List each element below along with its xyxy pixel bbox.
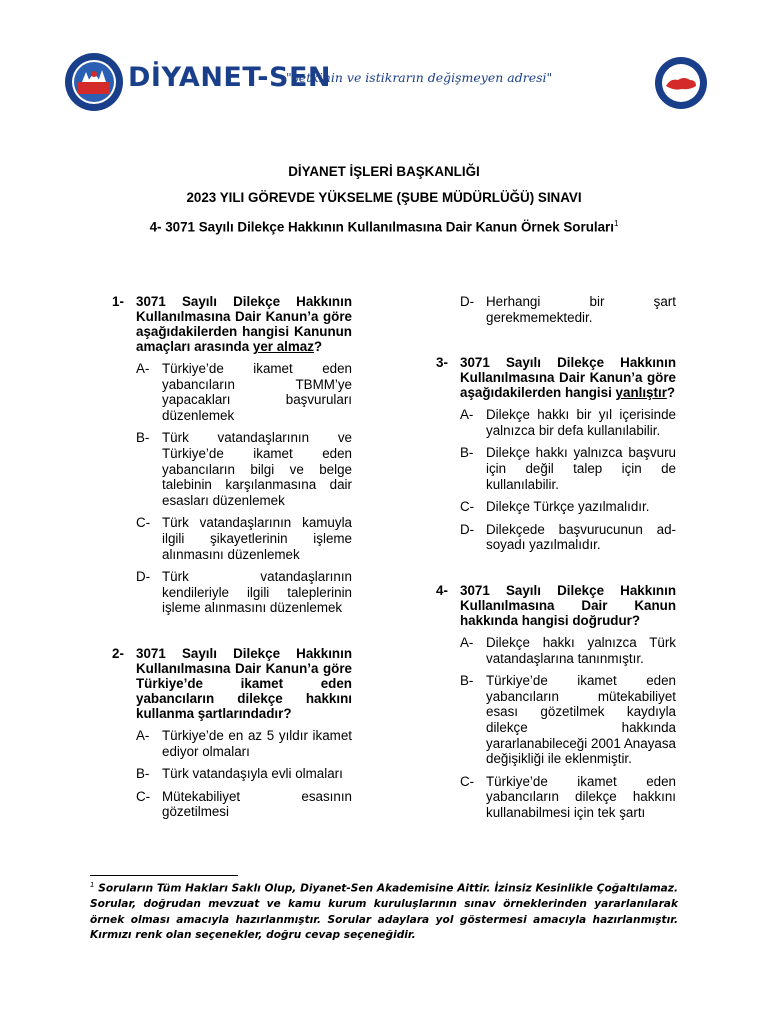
footnote-divider bbox=[90, 875, 238, 876]
option-c: C- Mütekabiliyet esasının gözetilmesi bbox=[136, 788, 352, 820]
brand-name: DİYANET-SEN bbox=[128, 62, 332, 93]
option-d: D- Türk vatandaşlarının kendileriyle ilgili taleplerinin işleme alınmasını düzenlemek bbox=[136, 569, 352, 616]
footnote-text: Soruların Tüm Hakları Saklı Olup, Diyanet-Sen Akademisine Aittir. İzinsiz Kesinlikle Çoğaltılamaz. Sorular, doğrudan mevzuat ve kamu kurum kuruluşlarının sınav örneklerinden yararlanılarak örnek olması amacıyla hazırlanmıştır. Sorular adaylara yol göstermesi amacıyla hazırlanmıştır. Kırmızı renk olan seçenekler, doğru cevap seçeneğidir. bbox=[90, 882, 678, 942]
option-b: B- Türkiye’de ikamet eden yabancıların mütekabiliyet esası gözetilmek kaydıyla dilekçe hakkında yararlanabileceği 2001 Anayasa değişikliği ile eklenmiştir. bbox=[460, 673, 676, 767]
option-a: A- Dilekçe hakkı bir yıl içerisinde yalnızca bir defa kullanılabilir. bbox=[460, 407, 676, 438]
letterhead bbox=[64, 52, 714, 112]
option-b: B- Türk vatandaşlarının ve Türkiye’de ikamet eden yabancıların bilgi ve belge talebinin karşılanmasına dair esasları düzenlemek bbox=[136, 430, 352, 508]
question-text: 3071 Sayılı Dilekçe Hakkının Kullanılmasına Dair Kanun’a göre Türkiye’de ikamet eden yabancıların dilekçe hakkını kullanma şartlarındadır? bbox=[136, 645, 352, 721]
option-b: B- Dilekçe hakkı yalnızca başvuru için değil talep için de kullanılabilir. bbox=[460, 445, 676, 492]
diyanet-sen-logo-icon bbox=[64, 52, 124, 112]
question-3 bbox=[436, 355, 676, 553]
left-column bbox=[112, 294, 352, 842]
memur-sen-logo-icon bbox=[654, 56, 708, 110]
title-topic-text: 4- 3071 Sayılı Dilekçe Hakkının Kullanılmasına Dair Kanun Örnek Soruları bbox=[149, 219, 614, 235]
option-d: D- Dilekçede başvurucunun ad-soyadı yazılmalıdır. bbox=[460, 521, 676, 553]
question-text: 3071 Sayılı Dilekçe Hakkının Kullanılmasına Dair Kanun’a göre aşağıdakilerden hangisi yanlıştır? bbox=[460, 355, 676, 401]
document-titles bbox=[64, 162, 704, 240]
question-number: 2- bbox=[112, 645, 124, 661]
title-exam: 2023 YILI GÖREVDE YÜKSELME (ŞUBE MÜDÜRLÜĞÜ) SINAVI bbox=[186, 190, 582, 205]
option-a: A- Türkiye’de ikamet eden yabancıların TBMM’ye yapacakları başvuruları düzenlemek bbox=[136, 361, 352, 423]
option-d: D- Herhangi bir şart gerekmemektedir. bbox=[460, 294, 676, 325]
title-institution: DİYANET İŞLERİ BAŞKANLIĞI bbox=[288, 164, 480, 179]
footnote bbox=[90, 878, 678, 944]
right-column bbox=[436, 294, 676, 842]
title-topic bbox=[64, 214, 704, 240]
option-c: C- Türkiye’de ikamet eden yabancıların dilekçe hakkını kullanabilmesi için tek şartı bbox=[460, 773, 676, 820]
question-4 bbox=[436, 583, 676, 821]
question-text: 3071 Sayılı Dilekçe Hakkının Kullanılmasına Dair Kanun’a göre aşağıdakilerden hangisi Kanunun amaçları arasında yer almaz? bbox=[136, 294, 352, 354]
footnote-number: 1 bbox=[90, 881, 95, 889]
question-1 bbox=[112, 294, 352, 616]
question-number: 3- bbox=[436, 355, 448, 371]
option-c: C- Türk vatandaşlarının kamuyla ilgili şikayetlerinin işleme alınmasını düzenlemek bbox=[136, 515, 352, 562]
question-text: 3071 Sayılı Dilekçe Hakkının Kullanılmasına Dair Kanun hakkında hangisi doğrudur? bbox=[460, 582, 676, 628]
option-b: B- Türk vatandaşıyla evli olmaları bbox=[136, 766, 343, 782]
question-2 bbox=[112, 646, 352, 820]
option-c: C- Dilekçe Türkçe yazılmalıdır. bbox=[460, 499, 650, 515]
question-number: 4- bbox=[436, 582, 448, 598]
option-a: A- Türkiye’de en az 5 yıldır ikamet ediyor olmaları bbox=[136, 727, 352, 759]
question-2-continued bbox=[436, 294, 676, 325]
option-a: A- Dilekçe hakkı yalnızca Türk vatandaşlarına tanınmıştır. bbox=[460, 634, 676, 666]
footnote-ref: 1 bbox=[613, 219, 619, 228]
brand-slogan: "yetkinin ve istikrarın değişmeyen adresi" bbox=[286, 70, 553, 85]
question-number: 1- bbox=[112, 294, 124, 309]
